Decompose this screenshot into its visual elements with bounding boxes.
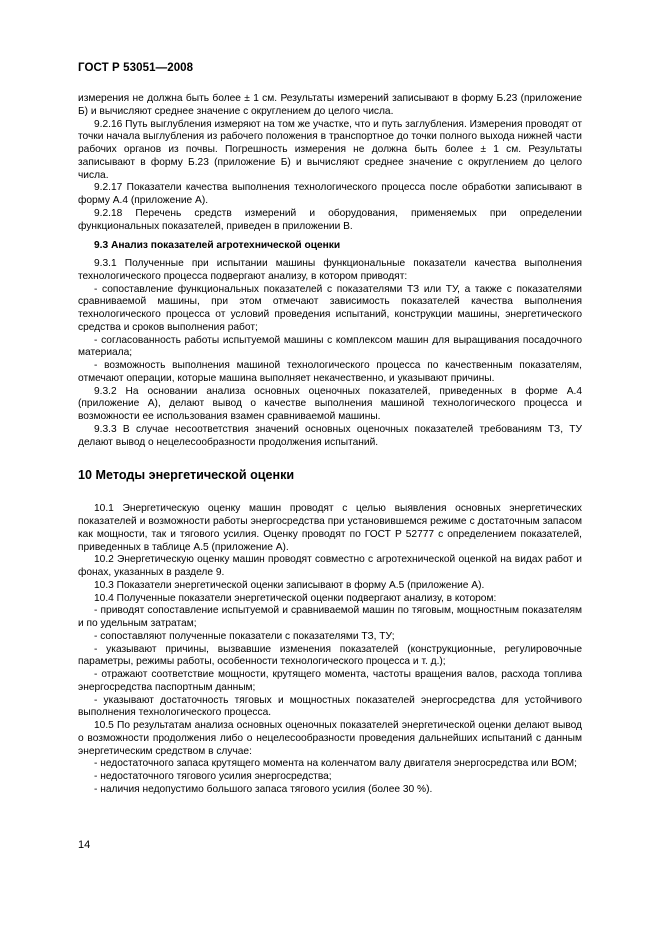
paragraph-10-3: 10.3 Показатели энергетической оценки записывают в форму А.5 (приложение А). [94, 579, 485, 591]
paragraph-10-4: 10.4 Полученные показатели энергетической оценки подвергают анализу, в котором: [94, 592, 497, 604]
list-item: - сопоставление функциональных показателей с показателями ТЗ или ТУ, а также с показателями сравниваемой машины, при этом отмечают зависимость показателей качества выполнения технологического процесса от условий проведения испытаний, конструкции машины, энергетического средства и сроков выполнения работ; [78, 283, 582, 333]
list-item: - наличия недопустимо большого запаса тягового усилия (более 30 %). [94, 783, 433, 795]
list-item: - отражают соответствие мощности, крутящего момента, частоты вращения валов, расхода топлива энергосредства паспортным данным; [78, 669, 582, 693]
list-item: - недостаточного тягового усилия энергосредства; [94, 771, 332, 782]
page-number: 14 [78, 839, 91, 851]
section-heading-9-3: 9.3 Анализ показателей агротехнической оценки [94, 240, 341, 252]
paragraph-9-2-18: 9.2.18 Перечень средств измерений и оборудования, применяемых при определении функциональных показателей, приведен в приложении В. [78, 207, 582, 232]
list-item: - недостаточного запаса крутящего момента на коленчатом валу двигателя энергосредства или ВОМ; [94, 758, 577, 770]
paragraph-10-1: 10.1 Энергетическую оценку машин проводят с целью выявления основных энергетических показателей и возможности работы энергосредства при установившемся режиме с достаточным запасом как мощности, так и тягового усилия. Оценку проводят по ГОСТ Р 52777 с определением показателей, приведенных в таблице А.5 (приложение А). [78, 503, 582, 553]
paragraph-9-3-1: 9.3.1 Полученные при испытании машины функциональные показатели качества выполнения технологического процесса подвергают анализу, в котором приводят: [78, 258, 582, 282]
list-item: - указывают достаточность тяговых и мощностных показателей энергосредства для устойчивого выполнения технологического процесса. [78, 694, 582, 719]
list-item: - сопоставляют полученные показатели с показателями ТЗ, ТУ; [94, 630, 395, 642]
section-heading-10: 10 Методы энергетической оценки [78, 468, 295, 483]
list-item: - возможность выполнения машиной технологического процесса по качественным показателям, отмечают операции, которые машина выполняет некачественно, и указывают причины. [78, 360, 582, 384]
list-item: - согласованность работы испытуемой машины с комплексом машин для выращивания посадочного материала; [78, 334, 582, 359]
paragraph-9-2-17: 9.2.17 Показатели качества выполнения технологического процесса после обработки записывают в форму А.4 (приложение А). [78, 182, 582, 206]
document-header: ГОСТ Р 53051—2008 [78, 62, 194, 74]
list-item: - приводят сопоставление испытуемой и сравниваемой машин по тяговым, мощностным показателям и по удельным затратам; [78, 605, 582, 629]
paragraph-continuation: измерения не должна быть более ± 1 см. Результаты измерений записывают в форму Б.23 (приложение Б) и вычисляют среднее значение с округлением до целого числа. [78, 93, 582, 117]
list-item: - указывают причины, вызвавшие изменения показателей (конструкционные, регулировочные параметры, режимы работы, особенности технологического процесса и т. д.); [78, 643, 582, 668]
paragraph-9-2-16: 9.2.16 Путь выглубления измеряют на том же участке, что и путь заглубления. Измерения проводят от точки начала выглубления из рабочего положения в транспортное до точки полного выхода нижней части рабочих органов из почвы. Погрешность измерения не должна быть более ± 1 см. Результаты записывают в форму Б.23 (приложение Б) и вычисляют среднее значение с округлением до целого числа. [78, 118, 582, 181]
paragraph-9-3-2: 9.3.2 На основании анализа основных оценочных показателей, приведенных в форме А.4 (приложение А), делают вывод о качестве выполнения машиной технологического процесса и возможности ее использования взамен сравниваемой машины. [78, 385, 582, 422]
document-body [78, 93, 582, 797]
paragraph-10-2: 10.2 Энергетическую оценку машин проводят совместно с агротехнической оценкой на видах работ и фонах, указанных в разделе 9. [78, 554, 582, 578]
paragraph-10-5: 10.5 По результатам анализа основных оценочных показателей энергетической оценки делают вывод о возможности продолжения либо о нецелесообразности проведения дальнейших испытаний с данным энергетическим средством в случае: [78, 720, 582, 757]
paragraph-9-3-3: 9.3.3 В случае несоответствия значений основных оценочных показателей требованиям ТЗ, ТУ делают вывод о нецелесообразности продолжения испытаний. [78, 423, 582, 448]
